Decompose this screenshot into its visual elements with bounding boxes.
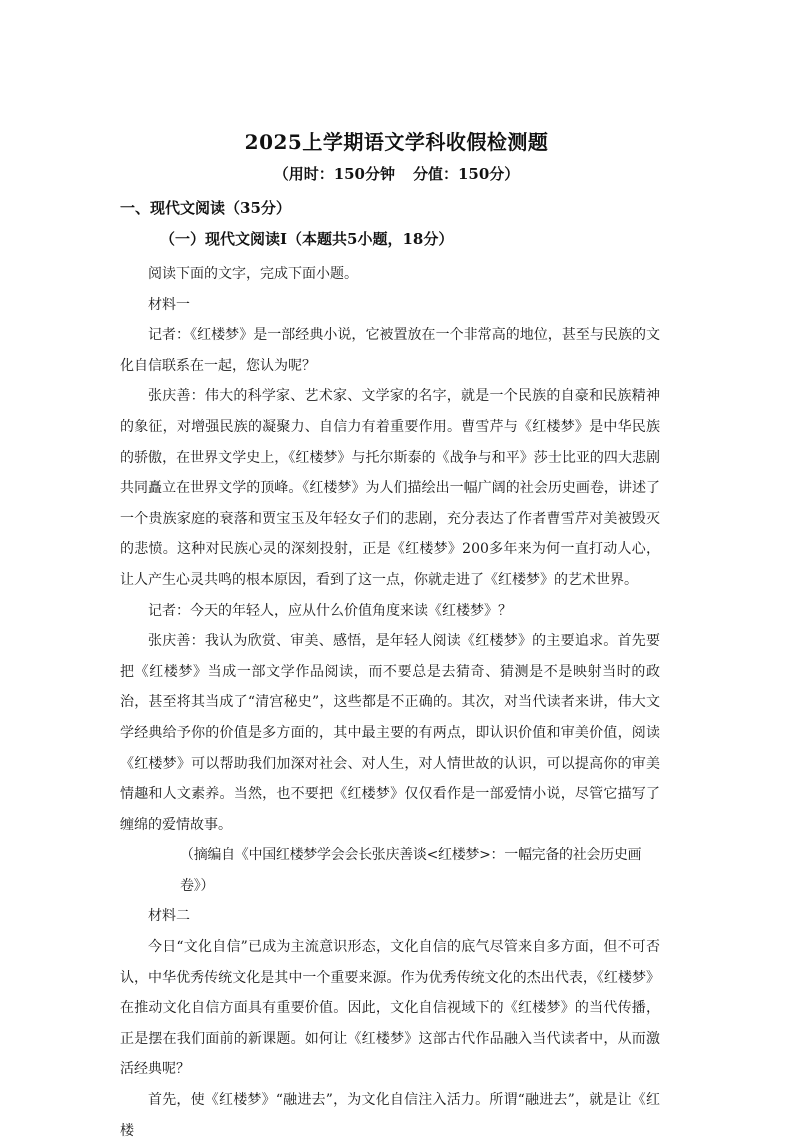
paragraph: 今日“文化自信”已成为主流意识形态，文化自信的底气尽管来自多方面，但不可否认，中华优秀传统文化是其中一个重要来源。作为优秀传统文化的杰出代表，《红楼梦》在推动文化自信方面具有重要价值。因此，文化自信视域下的《红楼梦》的当代传播，正是摆在我们面前的新课题。如何让《红楼梦》这部古代作品融入当代读者中，从而激活经典呢？ — [120, 939, 660, 1078]
exam-info — [0, 163, 793, 184]
section-heading: 一、现代文阅读（35分） — [120, 199, 291, 217]
time-label: （用时：150分钟 — [273, 165, 395, 183]
paragraph: 首先，使《红楼梦》“融进去”，为文化自信注入活力。所谓“融进去”，就是让《红楼 — [120, 1092, 660, 1139]
material-one-label: 材料一 — [148, 296, 190, 313]
reading-passage — [120, 259, 660, 1146]
source-citation: （摘编自《中国红楼梦学会会长张庆善谈<红楼梦>：一幅完备的社会历史画卷》） — [180, 847, 642, 894]
paragraph: 张庆善：我认为欣赏、审美、感悟，是年轻人阅读《红楼梦》的主要追求。首先要把《红楼梦》当成一部文学作品阅读，而不要总是去猜奇、猜测是不是映射当时的政治，甚至将其当成了“清宫秘史”，这些都是不正确的。其次，对当代读者来讲，伟大文学经典给予你的价值是多方面的，其中最主要的有两点，即认识价值和审美价值，阅读《红楼梦》可以帮助我们加深对社会、对人生，对人情世故的认识，可以提高你的审美情趣和人文素养。当然，也不要把《红楼梦》仅仅看作是一部爱情小说，尽管它描写了缠绵的爱情故事。 — [120, 633, 660, 833]
page-title: 2025上学期语文学科收假检测题 — [244, 130, 549, 154]
instruction-text: 阅读下面的文字，完成下面小题。 — [148, 266, 358, 282]
subsection-heading: （一）现代文阅读I（本题共5小题，18分） — [160, 230, 454, 248]
paragraph: 记者：今天的年轻人，应从什么价值角度来读《红楼梦》？ — [148, 602, 512, 619]
paragraph: 张庆善：伟大的科学家、艺术家、文学家的名字，就是一个民族的自豪和民族精神的象征，对增强民族的凝聚力、自信力有着重要作用。曹雪芹与《红楼梦》是中华民族的骄傲，在世界文学史上，《红楼梦》与托尔斯泰的《战争与和平》莎士比亚的四大悲剧共同矗立在世界文学的顶峰。《红楼梦》为人们描绘出一幅广阔的社会历史画卷，讲述了一个贵族家庭的衰落和贾宝玉及年轻女子们的悲剧，充分表达了作者曹雪芹对美被毁灭的悲愤。这种对民族心灵的深刻投射，正是《红楼梦》200多年来为何一直打动人心，让人产生心灵共鸣的根本原因，看到了这一点，你就走进了《红楼梦》的艺术世界。 — [120, 388, 660, 588]
paragraph: 记者：《红楼梦》是一部经典小说，它被置放在一个非常高的地位，甚至与民族的文化自信联系在一起，您认为呢？ — [120, 327, 660, 374]
score-label: 分值：150分） — [413, 165, 520, 183]
material-two-label: 材料二 — [148, 908, 190, 925]
